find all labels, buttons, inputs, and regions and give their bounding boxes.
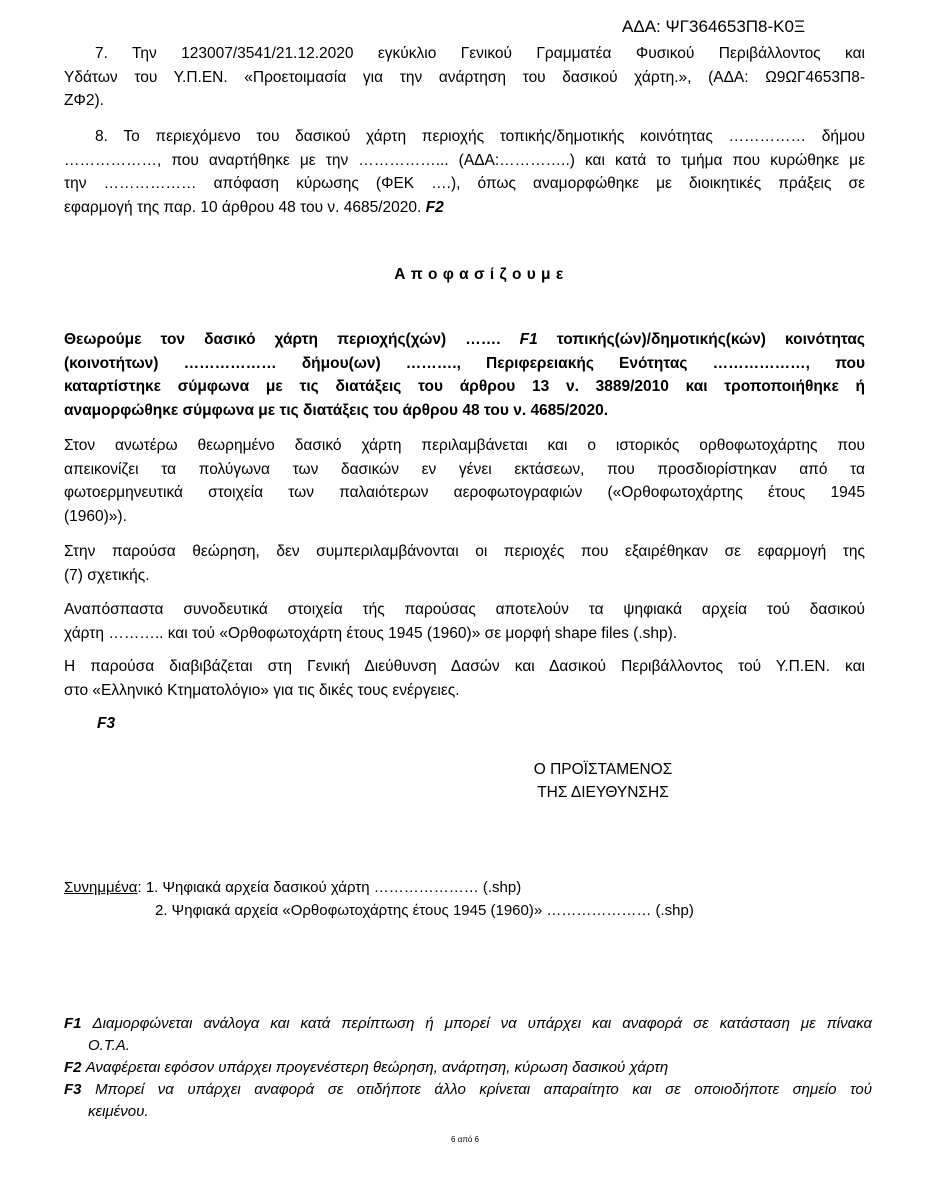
consideration-line: ………………, που αναρτήθηκε με την ……………... (ΑΔΑ:…………..) και κατά το τμήμα που κυρώθηκε με [64,151,865,169]
consideration-line: 7. Την 123007/3541/21.12.2020 εγκύκλιο Γενικού Γραμματέα Φυσικού Περιβάλλοντος και [95,45,865,62]
decision-line: (κοινοτήτων) ……………… δήμου(ων) ………., Περιφερειακής Ενότητας ………………, που [64,354,865,372]
page-number: 6 από 6 [451,1135,479,1144]
signature-block [503,758,703,804]
footnote-text: Αναφέρεται εφόσον υπάρχει προγενέστερη θεώρηση, ανάρτηση, κύρωση δασικού χάρτη [85,1059,669,1076]
body-line: απεικονίζει τα πολύγωνα των δασικών εν γένει εκτάσεων, που προσδιορίστηκαν από τα [64,460,865,478]
body-line: (1960)»). [64,507,127,525]
signature-department: ΤΗΣ ΔΙΕΥΘΥΝΣΗΣ [537,784,669,801]
attachments-list [64,876,864,922]
attachment-item: 2. Ψηφιακά αρχεία «Ορθοφωτοχάρτης έτους 1945 (1960)» ………………… (.shp) [155,902,694,919]
body-line: Στην παρούσα θεώρηση, δεν συμπεριλαμβάνονται οι περιοχές που εξαιρέθηκαν σε εφαρμογή της [64,543,865,560]
attachment-item: 1. Ψηφιακά αρχεία δασικού χάρτη ………………… (.shp) [145,879,522,896]
consideration-item-7 [64,42,865,113]
footnote-marker: F3 [64,1081,82,1098]
body-line: στο «Ελληνικό Κτηματολόγιο» για τις δικές τους ενέργειες. [64,681,460,699]
footnote-text: Μπορεί να υπάρχει αναφορά σε οτιδήποτε άλλο κρίνεται απαραίτητο και σε οποιοδήποτε σημείο τού [95,1081,872,1098]
body-line: (7) σχετικής. [64,566,150,584]
body-paragraph-exclusions [64,540,865,587]
consideration-line-last [64,196,865,220]
consideration-line: Υδάτων του Υ.Π.ΕΝ. «Προετοιμασία για την ανάρτηση του δασικού χάρτη.», (ΑΔΑ: Ω9ΩΓ4653Π8- [64,68,865,86]
body-line: Στον ανωτέρω θεωρημένο δασικό χάρτη περιλαμβάνεται και ο ιστορικός ορθοφωτοχάρτης που [64,437,865,454]
consideration-line: ΖΦ2). [64,92,104,109]
body-line: χάρτη ……….. και τού «Ορθοφωτοχάρτη έτους 1945 (1960)» σε μορφή shape files (.shp). [64,624,678,642]
attachment-row [64,876,864,899]
footnote-text: Διαμορφώνεται ανάλογα και κατά περίπτωση ή μπορεί να υπάρχει και αναφορά σε κατάσταση με πίνακα [92,1015,873,1032]
footnote-continuation: Ο.Τ.Α. [88,1037,130,1054]
decision-text: Θεωρούμε τον δασικό χάρτη περιοχής(χών) ……. [64,331,501,348]
consideration-line: την ……………… απόφαση κύρωσης (ΦΕΚ ….), όπως αναμορφώθηκε με διοικητικές πράξεις σε [64,175,865,192]
decision-line: καταρτίστηκε σύμφωνα με τις διατάξεις του άρθρου 13 ν. 3889/2010 και τροποποιήθηκε ή [64,378,865,395]
consideration-item-8 [64,125,865,219]
footnote-ref-f1: F1 [519,331,538,348]
signature-title: Ο ΠΡΟΪΣΤΑΜΕΝΟΣ [533,761,673,778]
decision-line [64,328,865,352]
body-paragraph-accompanying-files [64,598,865,645]
footnote-continuation: κειμένου. [88,1103,149,1120]
footnote-ref-f3: F3 [97,715,116,732]
consideration-line: 8. Το περιεχόμενο του δασικού χάρτη περιοχής τοπικής/δημοτικής κοινότητας …………… δήμου [95,128,865,145]
body-line: Αναπόσπαστα συνοδευτικά στοιχεία τής παρούσας αποτελούν τα ψηφιακά αρχεία τού δασικού [64,601,865,618]
body-line: φωτοερμηνευτικά στοιχεία των παλαιότερων αεροφωτογραφιών («Ορθοφωτοχάρτης έτους 1945 [64,484,865,501]
attachments-label-colon: : [137,879,142,896]
decision-line: αναμορφώθηκε σύμφωνα με τις διατάξεις του άρθρου 48 του ν. 4685/2020. [64,401,609,419]
footnote-f3 [64,1079,872,1101]
decision-heading: Α π ο φ α σ ί ζ ο υ μ ε [394,266,564,283]
body-paragraph-orthophoto [64,434,865,528]
footnote-marker: F1 [64,1015,82,1032]
footnotes [64,1013,872,1123]
footnote-ref-f2: F2 [425,198,444,216]
attachments-label: Συνημμένα [64,879,138,896]
body-paragraph-forwarding [64,655,865,702]
footnote-f1 [64,1013,872,1035]
decision-paragraph [64,328,865,422]
footnote-marker: F2 [64,1059,82,1076]
consideration-line-text: εφαρμογή της παρ. 10 άρθρου 48 του ν. 4685/2020. [64,198,422,216]
decision-text: τοπικής(ών)/δημοτικής(κών) κοινότητας [556,331,865,348]
ada-code: ΑΔΑ: ΨΓ364653Π8-Κ0Ξ [622,17,806,36]
footnote-f2 [64,1057,872,1079]
body-line: Η παρούσα διαβιβάζεται στη Γενική Διεύθυνση Δασών και Δασικού Περιβάλλοντος τού Υ.Π.ΕΝ. και [64,658,865,675]
